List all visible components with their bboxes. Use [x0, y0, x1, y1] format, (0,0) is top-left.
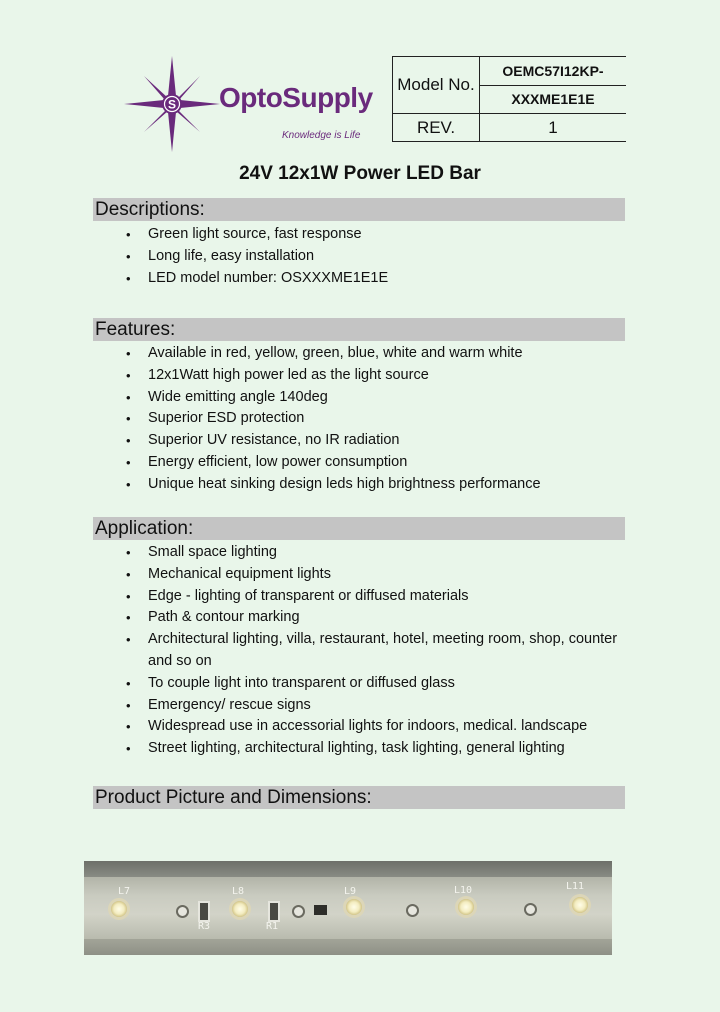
bullet-icon: •	[126, 346, 131, 361]
list-item-text: Small space lighting	[148, 544, 277, 560]
list-item	[0, 224, 618, 246]
bullet-icon: •	[126, 411, 131, 427]
bullet-icon: •	[126, 697, 131, 713]
led-l10	[458, 899, 474, 915]
bullet-icon: •	[126, 741, 131, 757]
label-l7: L7	[118, 886, 131, 897]
bullet-icon: •	[126, 270, 131, 286]
bullet-icon: •	[126, 433, 131, 449]
led-l11	[572, 897, 588, 913]
brand-tagline: Knowledge is Life	[282, 130, 361, 141]
list-item	[0, 268, 618, 290]
model-label: Model No.	[393, 57, 480, 114]
bullet-icon: •	[126, 454, 131, 470]
logo-letter: S	[167, 97, 177, 112]
product-heading: Product Picture and Dimensions:	[93, 786, 625, 809]
application-heading: Application:	[93, 517, 625, 540]
bullet-icon: •	[126, 389, 131, 405]
list-item-text: Superior ESD protection	[148, 410, 305, 427]
bullet-icon: •	[126, 227, 131, 242]
list-item-text: LED model number: OSXXXME1E1E	[148, 269, 389, 286]
list-item-text: Path & contour marking	[148, 609, 300, 626]
bullet-icon: •	[126, 566, 131, 582]
list-item-text: Wide emitting angle 140deg	[148, 388, 328, 405]
descriptions-list	[0, 224, 618, 289]
led-l7	[111, 901, 127, 917]
list-item	[0, 430, 618, 452]
document-title: 24V 12x1W Power LED Bar	[239, 163, 481, 184]
descriptions-heading: Descriptions:	[93, 198, 625, 221]
rev-value: 1	[480, 114, 627, 142]
mount-hole	[176, 905, 189, 918]
mount-hole	[292, 905, 305, 918]
list-item	[0, 452, 618, 474]
list-item	[0, 474, 618, 496]
list-item	[0, 365, 618, 387]
list-item-text: Street lighting, architectural lighting, task lighting, general lighting	[148, 740, 565, 757]
bullet-icon: •	[126, 719, 131, 735]
label-l8: L8	[232, 886, 245, 897]
list-item-text: Unique heat sinking design leds high brightness performance	[148, 475, 541, 492]
list-item-text: Superior UV resistance, no IR radiation	[148, 432, 400, 449]
led-l9	[346, 899, 362, 915]
list-item	[0, 738, 618, 760]
bullet-icon: •	[126, 610, 131, 626]
mount-hole	[406, 904, 419, 917]
label-l9: L9	[344, 886, 357, 897]
list-item-text: Architectural lighting, villa, restaurant, hotel, meeting room, shop, counter and so on	[148, 631, 618, 669]
list-item	[0, 408, 618, 430]
list-item-text: Emergency/ rescue signs	[148, 696, 311, 713]
resistor-r3	[198, 901, 210, 922]
optosupply-logo	[124, 56, 374, 152]
mount-hole	[524, 903, 537, 916]
label-l11: L11	[566, 881, 585, 892]
list-item	[0, 564, 618, 586]
bullet-icon: •	[126, 248, 131, 264]
list-item-text: Mechanical equipment lights	[148, 565, 331, 582]
bullet-icon: •	[126, 545, 131, 560]
model-info-table	[392, 56, 626, 142]
bullet-icon: •	[126, 632, 131, 648]
model-value-line2: XXXME1E1E	[480, 85, 627, 114]
label-r1: R1	[266, 921, 279, 932]
rev-label: REV.	[393, 114, 480, 142]
list-item-text: Green light source, fast response	[148, 226, 362, 242]
list-item	[0, 607, 618, 629]
list-item-text: Edge - lighting of transparent or diffused materials	[148, 587, 469, 604]
resistor-r1	[268, 901, 280, 922]
list-item	[0, 343, 618, 365]
bullet-icon: •	[126, 367, 131, 383]
ic-chip	[314, 905, 327, 915]
list-item-text: Available in red, yellow, green, blue, white and warm white	[148, 345, 523, 361]
label-l10: L10	[454, 885, 473, 896]
led-l8	[232, 901, 248, 917]
list-item-text: Long life, easy installation	[148, 247, 315, 264]
list-item-text: 12x1Watt high power led as the light source	[148, 366, 429, 383]
list-item-text: Energy efficient, low power consumption	[148, 453, 408, 470]
features-heading: Features:	[93, 318, 625, 341]
list-item	[0, 542, 618, 564]
bullet-icon: •	[126, 675, 131, 691]
compass-star-icon	[124, 56, 220, 152]
list-item	[0, 246, 618, 268]
label-r3: R3	[198, 921, 211, 932]
list-item	[0, 387, 618, 409]
list-item	[0, 629, 618, 673]
brand-name: OptoSupply	[219, 82, 373, 113]
model-value-line1: OEMC57I12KP-	[480, 57, 627, 86]
list-item	[0, 716, 618, 738]
bullet-icon: •	[126, 588, 131, 604]
list-item	[0, 695, 618, 717]
product-photo	[84, 861, 612, 955]
list-item-text: To couple light into transparent or diffused glass	[148, 674, 455, 691]
application-list	[0, 542, 618, 760]
features-list	[0, 343, 618, 496]
list-item	[0, 586, 618, 608]
list-item-text: Widespread use in accessorial lights for indoors, medical. landscape	[148, 718, 588, 735]
list-item	[0, 673, 618, 695]
bullet-icon: •	[126, 476, 131, 492]
